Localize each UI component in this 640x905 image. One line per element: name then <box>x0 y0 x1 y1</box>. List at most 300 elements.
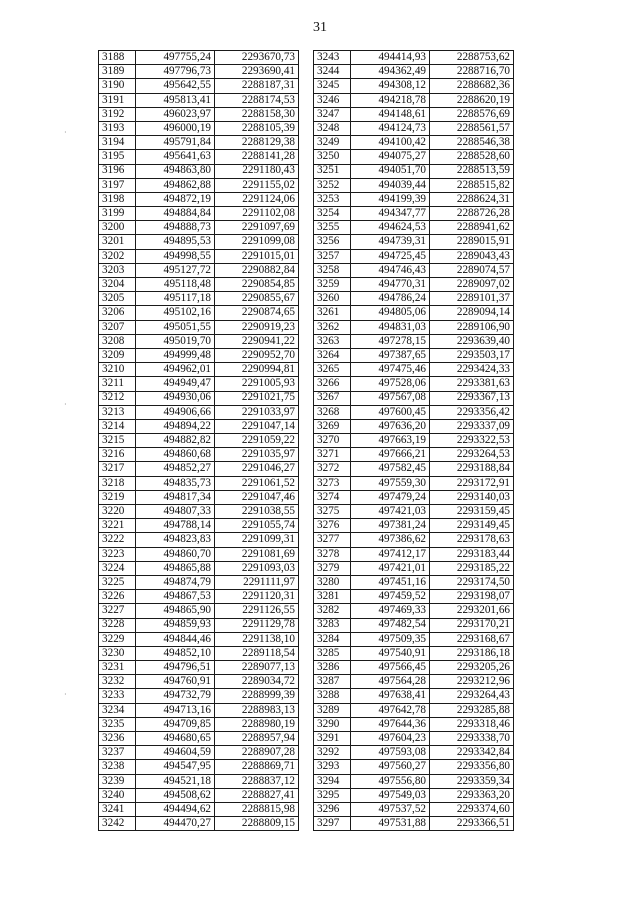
x-coordinate-cell: 494051,70 <box>351 164 430 178</box>
table-row <box>99 561 299 575</box>
x-coordinate-cell: 494867,53 <box>136 590 215 604</box>
table-row <box>314 490 514 504</box>
x-coordinate-cell: 494962,01 <box>136 363 215 377</box>
y-coordinate-cell: 2288983,13 <box>215 703 299 717</box>
y-coordinate-cell: 2293264,53 <box>430 448 514 462</box>
point-number-cell: 3294 <box>314 774 351 788</box>
table-row <box>314 320 514 334</box>
y-coordinate-cell: 2288561,57 <box>430 121 514 135</box>
point-number-cell: 3267 <box>314 391 351 405</box>
x-coordinate-cell: 494865,90 <box>136 604 215 618</box>
y-coordinate-cell: 2288576,69 <box>430 107 514 121</box>
y-coordinate-cell: 2293186,18 <box>430 646 514 660</box>
table-row <box>314 278 514 292</box>
table-row <box>314 505 514 519</box>
y-coordinate-cell: 2288174,53 <box>215 93 299 107</box>
point-number-cell: 3200 <box>99 221 136 235</box>
x-coordinate-cell: 497386,62 <box>351 533 430 547</box>
x-coordinate-cell: 494075,27 <box>351 150 430 164</box>
y-coordinate-cell: 2293168,67 <box>430 632 514 646</box>
x-coordinate-cell: 494732,79 <box>136 689 215 703</box>
table-row <box>99 363 299 377</box>
point-number-cell: 3226 <box>99 590 136 604</box>
point-number-cell: 3194 <box>99 136 136 150</box>
point-number-cell: 3262 <box>314 320 351 334</box>
point-number-cell: 3190 <box>99 79 136 93</box>
point-number-cell: 3212 <box>99 391 136 405</box>
y-coordinate-cell: 2293264,43 <box>430 689 514 703</box>
x-coordinate-cell: 497796,73 <box>136 65 215 79</box>
point-number-cell: 3199 <box>99 207 136 221</box>
y-coordinate-cell: 2293338,70 <box>430 732 514 746</box>
point-number-cell: 3278 <box>314 547 351 561</box>
table-row <box>99 732 299 746</box>
table-row <box>99 334 299 348</box>
x-coordinate-cell: 495813,41 <box>136 93 215 107</box>
point-number-cell: 3258 <box>314 263 351 277</box>
page-number: 31 <box>313 20 327 35</box>
table-row <box>99 121 299 135</box>
y-coordinate-cell: 2293424,33 <box>430 363 514 377</box>
y-coordinate-cell: 2288809,15 <box>215 817 299 831</box>
table-row <box>99 476 299 490</box>
table-row <box>314 263 514 277</box>
y-coordinate-cell: 2293639,40 <box>430 334 514 348</box>
x-coordinate-cell: 494998,55 <box>136 249 215 263</box>
y-coordinate-cell: 2290941,22 <box>215 334 299 348</box>
table-row <box>99 178 299 192</box>
y-coordinate-cell: 2291155,02 <box>215 178 299 192</box>
y-coordinate-cell: 2288837,12 <box>215 774 299 788</box>
x-coordinate-cell: 497482,54 <box>351 618 430 632</box>
x-coordinate-cell: 494760,91 <box>136 675 215 689</box>
x-coordinate-cell: 494865,88 <box>136 561 215 575</box>
y-coordinate-cell: 2288515,82 <box>430 178 514 192</box>
table-row <box>314 107 514 121</box>
y-coordinate-cell: 2293178,63 <box>430 533 514 547</box>
point-number-cell: 3239 <box>99 774 136 788</box>
x-coordinate-cell: 497479,24 <box>351 490 430 504</box>
point-number-cell: 3269 <box>314 419 351 433</box>
x-coordinate-cell: 494148,61 <box>351 107 430 121</box>
table-row <box>99 150 299 164</box>
x-coordinate-cell: 494862,88 <box>136 178 215 192</box>
table-row <box>314 632 514 646</box>
y-coordinate-cell: 2291126,55 <box>215 604 299 618</box>
x-coordinate-cell: 495117,18 <box>136 292 215 306</box>
x-coordinate-cell: 497593,08 <box>351 746 430 760</box>
point-number-cell: 3211 <box>99 377 136 391</box>
x-coordinate-cell: 494860,68 <box>136 448 215 462</box>
x-coordinate-cell: 497528,06 <box>351 377 430 391</box>
x-coordinate-cell: 497421,01 <box>351 561 430 575</box>
point-number-cell: 3201 <box>99 235 136 249</box>
y-coordinate-cell: 2291033,97 <box>215 405 299 419</box>
y-coordinate-cell: 2293356,80 <box>430 760 514 774</box>
x-coordinate-cell: 494796,51 <box>136 661 215 675</box>
point-number-cell: 3270 <box>314 434 351 448</box>
table-row <box>314 788 514 802</box>
point-number-cell: 3254 <box>314 207 351 221</box>
y-coordinate-cell: 2291099,08 <box>215 235 299 249</box>
y-coordinate-cell: 2288187,31 <box>215 79 299 93</box>
table-row <box>99 774 299 788</box>
y-coordinate-cell: 2293172,91 <box>430 476 514 490</box>
x-coordinate-cell: 496023,97 <box>136 107 215 121</box>
table-row <box>314 249 514 263</box>
y-coordinate-cell: 2288941,62 <box>430 221 514 235</box>
point-number-cell: 3286 <box>314 661 351 675</box>
point-number-cell: 3268 <box>314 405 351 419</box>
x-coordinate-cell: 497644,36 <box>351 717 430 731</box>
y-coordinate-cell: 2293381,63 <box>430 377 514 391</box>
table-row <box>314 434 514 448</box>
y-coordinate-cell: 2289077,13 <box>215 661 299 675</box>
table-row <box>314 178 514 192</box>
point-number-cell: 3238 <box>99 760 136 774</box>
y-coordinate-cell: 2291129,78 <box>215 618 299 632</box>
x-coordinate-cell: 494884,84 <box>136 207 215 221</box>
x-coordinate-cell: 494624,53 <box>351 221 430 235</box>
point-number-cell: 3250 <box>314 150 351 164</box>
x-coordinate-cell: 494547,95 <box>136 760 215 774</box>
y-coordinate-cell: 2288141,28 <box>215 150 299 164</box>
table-row <box>314 79 514 93</box>
y-coordinate-cell: 2291124,06 <box>215 192 299 206</box>
coordinates-table-left-body <box>99 51 299 831</box>
point-number-cell: 3244 <box>314 65 351 79</box>
y-coordinate-cell: 2289106,90 <box>430 320 514 334</box>
x-coordinate-cell: 497566,45 <box>351 661 430 675</box>
y-coordinate-cell: 2293503,17 <box>430 348 514 362</box>
y-coordinate-cell: 2289118,54 <box>215 646 299 660</box>
x-coordinate-cell: 494788,14 <box>136 519 215 533</box>
table-row <box>99 348 299 362</box>
x-coordinate-cell: 494713,16 <box>136 703 215 717</box>
point-number-cell: 3232 <box>99 675 136 689</box>
point-number-cell: 3234 <box>99 703 136 717</box>
table-row <box>99 533 299 547</box>
table-row <box>314 348 514 362</box>
table-row <box>99 717 299 731</box>
y-coordinate-cell: 2293690,41 <box>215 65 299 79</box>
x-coordinate-cell: 494831,03 <box>351 320 430 334</box>
point-number-cell: 3276 <box>314 519 351 533</box>
x-coordinate-cell: 494308,12 <box>351 79 430 93</box>
y-coordinate-cell: 2291099,31 <box>215 533 299 547</box>
x-coordinate-cell: 495641,63 <box>136 150 215 164</box>
x-coordinate-cell: 497642,78 <box>351 703 430 717</box>
table-row <box>99 703 299 717</box>
point-number-cell: 3272 <box>314 462 351 476</box>
table-row <box>99 462 299 476</box>
y-coordinate-cell: 2289101,37 <box>430 292 514 306</box>
table-row <box>314 363 514 377</box>
y-coordinate-cell: 2288753,62 <box>430 51 514 65</box>
y-coordinate-cell: 2291055,74 <box>215 519 299 533</box>
point-number-cell: 3277 <box>314 533 351 547</box>
x-coordinate-cell: 494347,77 <box>351 207 430 221</box>
scan-speck: · <box>64 690 67 699</box>
y-coordinate-cell: 2290874,65 <box>215 306 299 320</box>
table-row <box>99 760 299 774</box>
point-number-cell: 3280 <box>314 575 351 589</box>
table-row <box>314 164 514 178</box>
y-coordinate-cell: 2289043,43 <box>430 249 514 263</box>
table-row <box>99 590 299 604</box>
x-coordinate-cell: 494199,39 <box>351 192 430 206</box>
point-number-cell: 3230 <box>99 646 136 660</box>
coordinates-table-right <box>313 50 514 831</box>
y-coordinate-cell: 2291059,22 <box>215 434 299 448</box>
point-number-cell: 3289 <box>314 703 351 717</box>
table-row <box>314 292 514 306</box>
table-row <box>99 79 299 93</box>
table-row <box>314 547 514 561</box>
point-number-cell: 3197 <box>99 178 136 192</box>
table-row <box>99 51 299 65</box>
point-number-cell: 3275 <box>314 505 351 519</box>
table-row <box>99 235 299 249</box>
y-coordinate-cell: 2293318,46 <box>430 717 514 731</box>
table-row <box>314 419 514 433</box>
table-row <box>314 334 514 348</box>
point-number-cell: 3219 <box>99 490 136 504</box>
x-coordinate-cell: 497381,24 <box>351 519 430 533</box>
point-number-cell: 3227 <box>99 604 136 618</box>
point-number-cell: 3196 <box>99 164 136 178</box>
point-number-cell: 3195 <box>99 150 136 164</box>
y-coordinate-cell: 2293198,07 <box>430 590 514 604</box>
point-number-cell: 3191 <box>99 93 136 107</box>
point-number-cell: 3245 <box>314 79 351 93</box>
point-number-cell: 3198 <box>99 192 136 206</box>
point-number-cell: 3273 <box>314 476 351 490</box>
x-coordinate-cell: 497582,45 <box>351 462 430 476</box>
point-number-cell: 3215 <box>99 434 136 448</box>
y-coordinate-cell: 2291046,27 <box>215 462 299 476</box>
y-coordinate-cell: 2288980,19 <box>215 717 299 731</box>
point-number-cell: 3282 <box>314 604 351 618</box>
table-row <box>99 788 299 802</box>
point-number-cell: 3216 <box>99 448 136 462</box>
table-row <box>314 604 514 618</box>
table-row <box>314 817 514 831</box>
point-number-cell: 3288 <box>314 689 351 703</box>
point-number-cell: 3214 <box>99 419 136 433</box>
point-number-cell: 3247 <box>314 107 351 121</box>
y-coordinate-cell: 2293170,21 <box>430 618 514 632</box>
x-coordinate-cell: 497638,41 <box>351 689 430 703</box>
table-row <box>99 320 299 334</box>
point-number-cell: 3256 <box>314 235 351 249</box>
x-coordinate-cell: 497459,52 <box>351 590 430 604</box>
x-coordinate-cell: 494739,31 <box>351 235 430 249</box>
y-coordinate-cell: 2289015,91 <box>430 235 514 249</box>
y-coordinate-cell: 2288815,98 <box>215 802 299 816</box>
y-coordinate-cell: 2293363,20 <box>430 788 514 802</box>
table-row <box>314 65 514 79</box>
x-coordinate-cell: 494844,46 <box>136 632 215 646</box>
x-coordinate-cell: 497564,28 <box>351 675 430 689</box>
y-coordinate-cell: 2288999,39 <box>215 689 299 703</box>
y-coordinate-cell: 2291180,43 <box>215 164 299 178</box>
table-row <box>99 689 299 703</box>
table-row <box>99 377 299 391</box>
x-coordinate-cell: 494805,06 <box>351 306 430 320</box>
table-row <box>314 675 514 689</box>
x-coordinate-cell: 497421,03 <box>351 505 430 519</box>
table-row <box>99 164 299 178</box>
x-coordinate-cell: 494859,93 <box>136 618 215 632</box>
y-coordinate-cell: 2293367,13 <box>430 391 514 405</box>
x-coordinate-cell: 494470,27 <box>136 817 215 831</box>
scan-speck: · <box>64 400 67 409</box>
x-coordinate-cell: 497556,80 <box>351 774 430 788</box>
y-coordinate-cell: 2291138,10 <box>215 632 299 646</box>
table-row <box>314 760 514 774</box>
point-number-cell: 3193 <box>99 121 136 135</box>
y-coordinate-cell: 2293374,60 <box>430 802 514 816</box>
y-coordinate-cell: 2290882,84 <box>215 263 299 277</box>
x-coordinate-cell: 497475,46 <box>351 363 430 377</box>
point-number-cell: 3225 <box>99 575 136 589</box>
x-coordinate-cell: 494999,48 <box>136 348 215 362</box>
point-number-cell: 3287 <box>314 675 351 689</box>
x-coordinate-cell: 495102,16 <box>136 306 215 320</box>
x-coordinate-cell: 494817,34 <box>136 490 215 504</box>
y-coordinate-cell: 2288716,70 <box>430 65 514 79</box>
table-row <box>314 590 514 604</box>
x-coordinate-cell: 494906,66 <box>136 405 215 419</box>
table-row <box>99 547 299 561</box>
x-coordinate-cell: 497537,52 <box>351 802 430 816</box>
x-coordinate-cell: 494508,62 <box>136 788 215 802</box>
x-coordinate-cell: 494414,93 <box>351 51 430 65</box>
table-row <box>314 703 514 717</box>
table-row <box>99 391 299 405</box>
x-coordinate-cell: 494039,44 <box>351 178 430 192</box>
coordinates-table-left <box>98 50 299 831</box>
point-number-cell: 3264 <box>314 348 351 362</box>
point-number-cell: 3210 <box>99 363 136 377</box>
table-row <box>99 207 299 221</box>
point-number-cell: 3295 <box>314 788 351 802</box>
table-row <box>314 618 514 632</box>
x-coordinate-cell: 494860,70 <box>136 547 215 561</box>
x-coordinate-cell: 497549,03 <box>351 788 430 802</box>
x-coordinate-cell: 494770,31 <box>351 278 430 292</box>
point-number-cell: 3251 <box>314 164 351 178</box>
point-number-cell: 3231 <box>99 661 136 675</box>
y-coordinate-cell: 2289034,72 <box>215 675 299 689</box>
point-number-cell: 3208 <box>99 334 136 348</box>
table-row <box>99 646 299 660</box>
x-coordinate-cell: 497600,45 <box>351 405 430 419</box>
point-number-cell: 3265 <box>314 363 351 377</box>
table-row <box>99 419 299 433</box>
y-coordinate-cell: 2288546,38 <box>430 136 514 150</box>
y-coordinate-cell: 2293201,66 <box>430 604 514 618</box>
point-number-cell: 3217 <box>99 462 136 476</box>
table-row <box>99 661 299 675</box>
x-coordinate-cell: 494949,47 <box>136 377 215 391</box>
table-row <box>99 802 299 816</box>
table-row <box>314 561 514 575</box>
y-coordinate-cell: 2293212,96 <box>430 675 514 689</box>
y-coordinate-cell: 2291111,97 <box>215 575 299 589</box>
table-row <box>99 93 299 107</box>
point-number-cell: 3188 <box>99 51 136 65</box>
table-row <box>99 306 299 320</box>
table-row <box>314 717 514 731</box>
x-coordinate-cell: 494874,79 <box>136 575 215 589</box>
table-row <box>99 136 299 150</box>
point-number-cell: 3224 <box>99 561 136 575</box>
point-number-cell: 3243 <box>314 51 351 65</box>
table-row <box>314 732 514 746</box>
point-number-cell: 3206 <box>99 306 136 320</box>
y-coordinate-cell: 2291097,69 <box>215 221 299 235</box>
y-coordinate-cell: 2288869,71 <box>215 760 299 774</box>
table-row <box>99 278 299 292</box>
x-coordinate-cell: 495051,55 <box>136 320 215 334</box>
y-coordinate-cell: 2293174,50 <box>430 575 514 589</box>
point-number-cell: 3271 <box>314 448 351 462</box>
y-coordinate-cell: 2288957,94 <box>215 732 299 746</box>
x-coordinate-cell: 494872,19 <box>136 192 215 206</box>
y-coordinate-cell: 2291015,01 <box>215 249 299 263</box>
x-coordinate-cell: 494362,49 <box>351 65 430 79</box>
y-coordinate-cell: 2293322,53 <box>430 434 514 448</box>
point-number-cell: 3229 <box>99 632 136 646</box>
point-number-cell: 3285 <box>314 646 351 660</box>
y-coordinate-cell: 2293337,09 <box>430 419 514 433</box>
point-number-cell: 3221 <box>99 519 136 533</box>
table-row <box>99 519 299 533</box>
point-number-cell: 3202 <box>99 249 136 263</box>
y-coordinate-cell: 2291021,75 <box>215 391 299 405</box>
table-row <box>99 107 299 121</box>
x-coordinate-cell: 494100,42 <box>351 136 430 150</box>
table-row <box>99 405 299 419</box>
table-row <box>314 306 514 320</box>
x-coordinate-cell: 494725,45 <box>351 249 430 263</box>
point-number-cell: 3228 <box>99 618 136 632</box>
y-coordinate-cell: 2293366,51 <box>430 817 514 831</box>
y-coordinate-cell: 2288158,30 <box>215 107 299 121</box>
x-coordinate-cell: 494894,22 <box>136 419 215 433</box>
point-number-cell: 3205 <box>99 292 136 306</box>
table-row <box>314 93 514 107</box>
table-row <box>314 221 514 235</box>
point-number-cell: 3292 <box>314 746 351 760</box>
point-number-cell: 3222 <box>99 533 136 547</box>
point-number-cell: 3293 <box>314 760 351 774</box>
point-number-cell: 3296 <box>314 802 351 816</box>
y-coordinate-cell: 2288907,28 <box>215 746 299 760</box>
x-coordinate-cell: 497278,15 <box>351 334 430 348</box>
y-coordinate-cell: 2290855,67 <box>215 292 299 306</box>
table-row <box>99 221 299 235</box>
point-number-cell: 3237 <box>99 746 136 760</box>
y-coordinate-cell: 2288528,60 <box>430 150 514 164</box>
table-row <box>99 292 299 306</box>
x-coordinate-cell: 494494,62 <box>136 802 215 816</box>
y-coordinate-cell: 2293159,45 <box>430 505 514 519</box>
point-number-cell: 3235 <box>99 717 136 731</box>
table-row <box>314 689 514 703</box>
